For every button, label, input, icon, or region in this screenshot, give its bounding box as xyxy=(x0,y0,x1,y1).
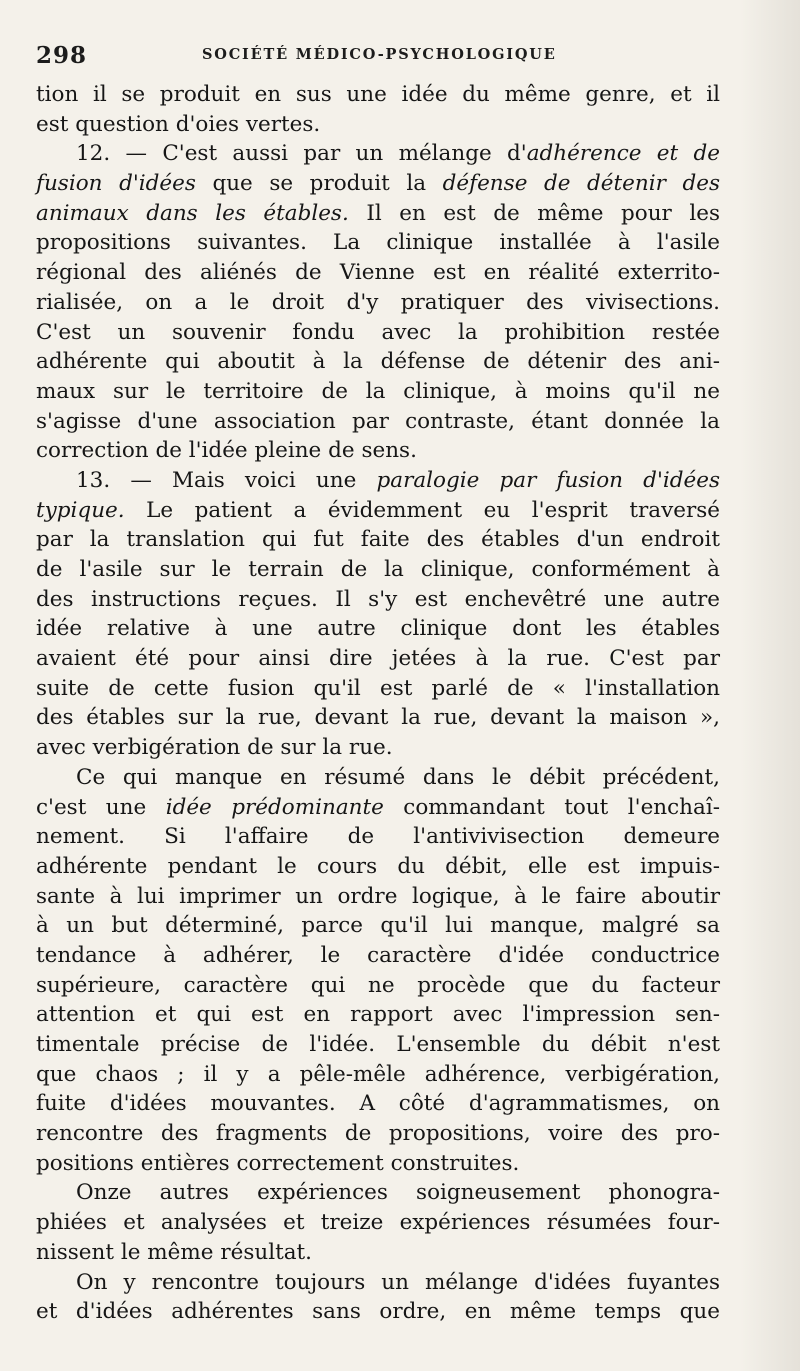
text-segment: rencontre des fragments de propositions, voire des pro- xyxy=(36,1121,720,1147)
text-segment: phiées et analysées et treize expériences résumées four- xyxy=(36,1210,720,1236)
text-segment: nement. Si l'affaire de l'antivivisection demeure xyxy=(36,824,720,850)
text-line xyxy=(36,169,720,199)
text-segment: nissent le même résultat. xyxy=(36,1239,313,1265)
text-segment: attention et qui est en rapport avec l'impression sen- xyxy=(36,1002,720,1028)
italic-text-segment: paralogie par fusion d'idées xyxy=(376,467,720,493)
text-segment: et d'idées adhérentes sans ordre, en même temps que xyxy=(36,1299,720,1325)
text-segment: avaient été pour ainsi dire jetées à la rue. C'est par xyxy=(36,646,720,672)
italic-text-segment: typique. xyxy=(36,497,125,523)
text-segment: idée relative à une autre clinique dont les étables xyxy=(36,616,720,642)
text-segment: tion il se produit en sus une idée du même genre, et il xyxy=(36,82,720,107)
text-line xyxy=(36,347,720,377)
italic-text-segment: idée prédominante xyxy=(165,794,384,820)
text-line xyxy=(36,644,720,674)
text-segment: des étables sur la rue, devant la rue, devant la maison », xyxy=(36,705,720,731)
text-segment: à un but déterminé, parce qu'il lui manque, malgré sa xyxy=(36,913,720,939)
italic-text-segment: défense de détenir des xyxy=(442,171,720,197)
text-line xyxy=(36,288,720,318)
text-line xyxy=(36,971,720,1001)
text-line xyxy=(36,911,720,941)
text-segment: sante à lui imprimer un ordre logique, à le faire aboutir xyxy=(36,883,720,909)
text-segment: correction de l'idée pleine de sens. xyxy=(36,438,417,464)
italic-text-segment: fusion d'idées xyxy=(36,171,196,197)
text-segment: c'est une xyxy=(36,794,166,820)
text-line xyxy=(36,614,720,644)
text-line xyxy=(36,822,720,852)
text-segment: positions entières correctement construites. xyxy=(36,1150,520,1176)
text-line xyxy=(36,258,720,288)
text-segment: rialisée, on a le droit d'y pratiquer des vivisections. xyxy=(36,289,720,315)
text-line xyxy=(36,793,720,823)
text-segment: maux sur le territoire de la clinique, à moins qu'il ne xyxy=(36,378,720,404)
text-line xyxy=(36,525,720,555)
text-line xyxy=(36,555,720,585)
text-line xyxy=(36,703,720,733)
text-segment: On y rencontre toujours un mélange d'idées fuyantes xyxy=(76,1269,720,1295)
text-line xyxy=(36,763,720,793)
text-line xyxy=(36,199,720,229)
text-line xyxy=(36,318,720,348)
text-segment: avec verbigération de sur la rue. xyxy=(36,735,393,761)
text-segment: adhérente qui aboutit à la défense de détenir des ani- xyxy=(36,349,720,375)
text-segment: des instructions reçues. Il s'y est enchevêtré une autre xyxy=(36,586,720,612)
text-line xyxy=(36,1208,720,1238)
text-line xyxy=(36,1119,720,1149)
text-segment: que se produit la xyxy=(195,171,443,197)
text-line xyxy=(36,466,720,496)
text-segment: de l'asile sur le terrain de la clinique, conformément à xyxy=(36,557,720,582)
text-line xyxy=(36,228,720,258)
text-segment: que chaos ; il y a pêle-mêle adhérence, verbigération, xyxy=(36,1061,720,1087)
text-segment: adhérente pendant le cours du débit, elle est impuis- xyxy=(36,853,720,879)
page-gutter-shading xyxy=(740,0,800,1371)
text-segment: tendance à adhérer, le caractère d'idée conductrice xyxy=(36,942,720,968)
body-text xyxy=(36,80,720,1327)
text-line xyxy=(36,1149,720,1179)
text-line xyxy=(36,1268,720,1298)
page-number: 298 xyxy=(36,42,88,69)
text-segment: propositions suivantes. La clinique installée à l'asile xyxy=(36,230,720,256)
text-segment: Onze autres expériences soigneusement phonogra- xyxy=(76,1180,720,1206)
text-line xyxy=(36,436,720,466)
text-line xyxy=(36,407,720,437)
text-line xyxy=(36,674,720,704)
text-segment: timentale précise de l'idée. L'ensemble du débit n'est xyxy=(36,1032,720,1057)
text-segment: est question d'oies vertes. xyxy=(36,111,321,137)
text-line xyxy=(36,1000,720,1030)
text-line xyxy=(36,80,720,110)
text-line xyxy=(36,496,720,526)
text-segment: fuite d'idées mouvantes. A côté d'agrammatismes, on xyxy=(36,1091,720,1117)
text-line xyxy=(36,1060,720,1090)
text-line xyxy=(36,377,720,407)
text-line xyxy=(36,882,720,912)
italic-text-segment: adhérence et de xyxy=(526,141,720,167)
text-line xyxy=(36,1297,720,1327)
text-line xyxy=(36,1089,720,1119)
text-segment: 12. — C'est aussi par un mélange d' xyxy=(76,141,527,167)
text-segment: commandant tout l'enchaî- xyxy=(383,794,720,820)
text-line xyxy=(36,585,720,615)
text-line xyxy=(36,110,720,140)
italic-text-segment: animaux dans les étables. xyxy=(36,200,349,226)
text-segment: Il en est de même pour les xyxy=(348,200,720,226)
text-line xyxy=(36,1178,720,1208)
text-line xyxy=(36,733,720,763)
text-line xyxy=(36,1238,720,1268)
text-line xyxy=(36,139,720,169)
text-segment: par la translation qui fut faite des étables d'un endroit xyxy=(36,527,720,553)
text-line xyxy=(36,852,720,882)
running-title: SOCIÉTÉ MÉDICO-PSYCHOLOGIQUE xyxy=(202,46,557,63)
text-segment: C'est un souvenir fondu avec la prohibition restée xyxy=(36,319,720,345)
page-header xyxy=(36,38,726,74)
text-segment: régional des aliénés de Vienne est en réalité exterrito- xyxy=(36,260,720,286)
text-line xyxy=(36,1030,720,1060)
text-segment: suite de cette fusion qu'il est parlé de « l'installation xyxy=(36,675,720,701)
text-line xyxy=(36,941,720,971)
text-segment: s'agisse d'une association par contraste, étant donnée la xyxy=(36,408,720,434)
text-segment: supérieure, caractère qui ne procède que du facteur xyxy=(36,972,720,998)
text-segment: Ce qui manque en résumé dans le débit précédent, xyxy=(76,764,720,790)
text-segment: Le patient a évidemment eu l'esprit traversé xyxy=(124,497,720,523)
text-segment: 13. — Mais voici une xyxy=(76,467,377,493)
